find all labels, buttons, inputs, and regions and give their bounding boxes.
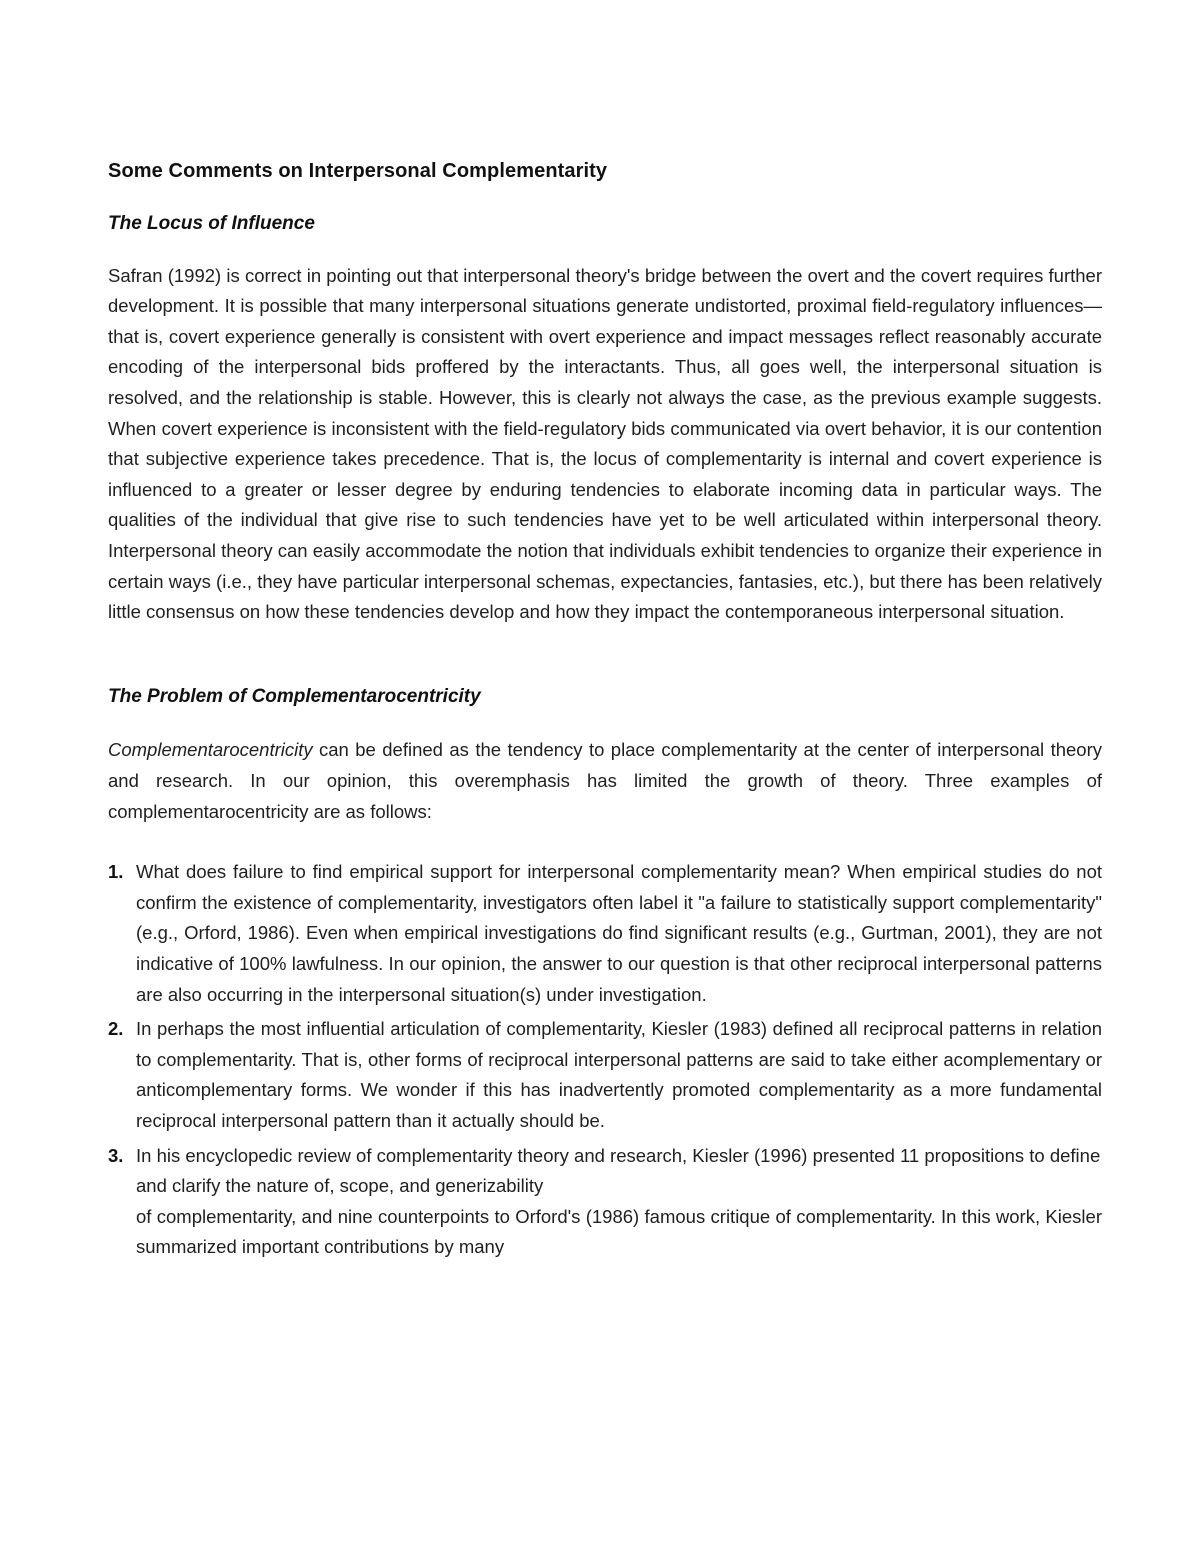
list-item-text: What does failure to find empirical support for interpersonal complementarity mean? When empirical studies do not confirm the existence of complementarity, investigators often label it "a failure to statistically support complementarity" (e.g., Orford, 1986). Even when empirical investigations do find significant results (e.g., Gurtman, 2001), they are not indicative of 100% lawfulness. In our opinion, the answer to our question is that other reciprocal interpersonal patterns are also occurring in the interpersonal situation(s) under investigation. [136,861,1102,1005]
list-item [108,1141,1102,1263]
page-title: Some Comments on Interpersonal Complementarity [108,160,608,182]
list-item-marker: 1. [108,861,124,883]
definition-rest-text: can be defined as the tendency to place complementarity at the center of interpersonal theory and research. In our opinion, this overemphasis has limited the growth of theory. Three examples of complementarocentricity are as follows: [108,739,1102,822]
list-item-marker: 2. [108,1018,124,1040]
list-item-text-line-one: In his encyclopedic review of complementarity theory and research, Kiesler (1996) presented 11 propositions to define and clarify the nature of, scope, and generizability [136,1144,1101,1197]
section-heading-locus-of-influence: The Locus of Influence [108,213,315,234]
list-item [108,857,1102,1010]
paragraph-complementarocentricity-definition [108,735,1102,827]
italic-lead-term: Complementarocentricity [108,739,313,761]
list-item-marker: 3. [108,1144,124,1166]
examples-list [108,857,1102,1263]
list-item-text: In perhaps the most influential articulation of complementarity, Kiesler (1983) defined all reciprocal patterns in relation to complementarity. That is, other forms of reciprocal interpersonal patterns are said to take either acomplementary or anticomplementary forms. We wonder if this has inadvertently promoted complementarity as a more fundamental reciprocal interpersonal pattern than it actually should be. [136,1018,1102,1131]
list-item-text-line-two: of complementarity, and nine counterpoints to Orford's (1986) famous critique of complementarity. In this work, Kiesler summarized important contributions by many [136,1205,1102,1258]
section-heading-problem-of-complementarocentricity: The Problem of Complementarocentricity [108,685,481,707]
paragraph-locus-of-influence: Safran (1992) is correct in pointing out that interpersonal theory's bridge between the overt and the covert requires further development. It is possible that many interpersonal situations generate undistorted, proximal field-regulatory influences— that is, covert experience generally is consistent with overt experience and impact messages reflect reasonably accurate encoding of the interpersonal bids proffered by the interactants. Thus, all goes well, the interpersonal situation is resolved, and the relationship is stable. However, this is clearly not always the case, as the previous example suggests. When covert experience is inconsistent with the field-regulatory bids communicated via overt behavior, it is our contention that subjective experience takes precedence. That is, the locus of complementarity is internal and covert experience is influenced to a greater or lesser degree by enduring tendencies to elaborate incoming data in particular ways. The qualities of the individual that give rise to such tendencies have yet to be well articulated within interpersonal theory. Interpersonal theory can easily accommodate the notion that individuals exhibit tendencies to organize their experience in certain ways (i.e., they have particular interpersonal schemas, expectancies, fantasies, etc.), but there has been relatively little consensus on how these tendencies develop and how they impact the contemporaneous interpersonal situation. [108,264,1102,623]
list-item [108,1014,1102,1136]
document-content [108,158,1102,1267]
